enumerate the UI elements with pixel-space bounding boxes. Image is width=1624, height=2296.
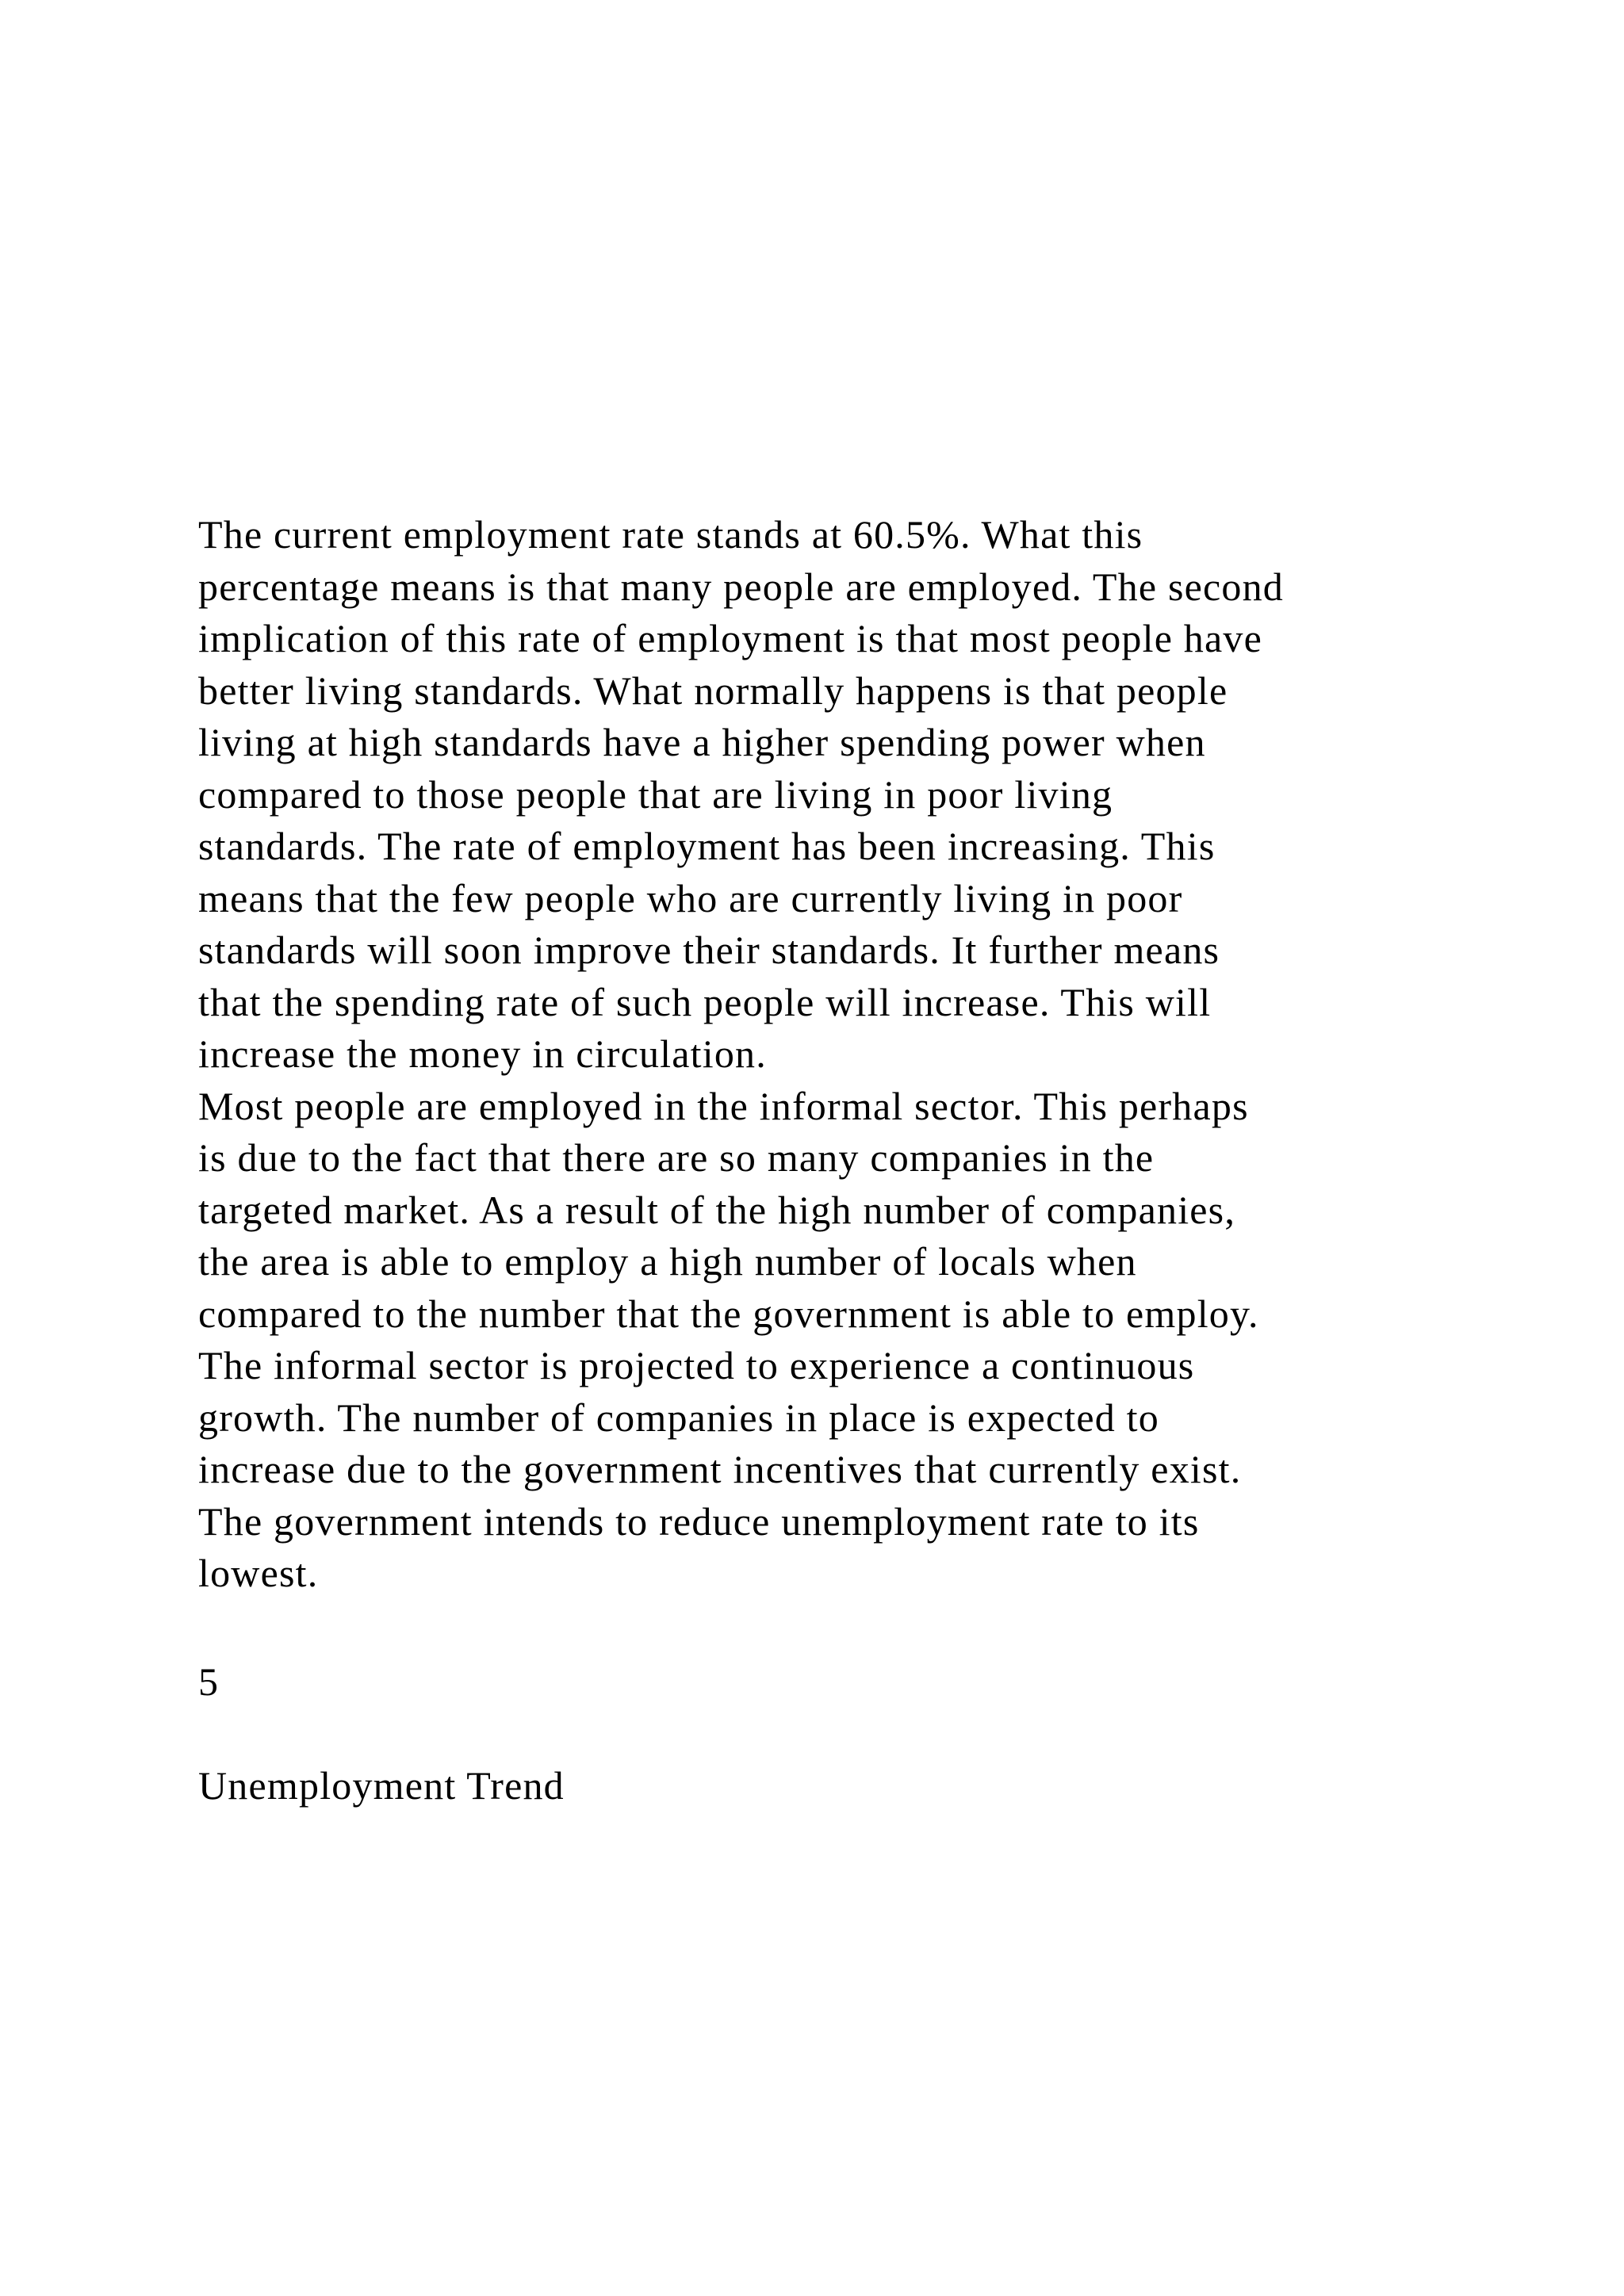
text-line: compared to those people that are living in poor living (198, 771, 1113, 817)
text-line: better living standards. What normally happens is that people (198, 668, 1228, 713)
text-line: that the spending rate of such people will increase. This will (198, 979, 1212, 1024)
text-line: percentage means is that many people are employed. The second (198, 564, 1285, 609)
text-line: Most people are employed in the informal sector. This perhaps (198, 1083, 1249, 1128)
text-line: increase due to the government incentives that currently exist. (198, 1447, 1242, 1491)
text-line: lowest. (198, 1551, 319, 1595)
text-line: increase the money in circulation. (198, 1031, 767, 1076)
text-line: the area is able to employ a high number of locals when (198, 1239, 1137, 1284)
text-line: living at high standards have a higher spending power when (198, 720, 1206, 764)
text-line: targeted market. As a result of the high number of companies, (198, 1187, 1236, 1232)
text-line: compared to the number that the government is able to employ. (198, 1291, 1259, 1336)
text-line: means that the few people who are currently living in poor (198, 875, 1183, 920)
body-text (198, 509, 1546, 1600)
text-line: standards. The rate of employment has been increasing. This (198, 824, 1216, 868)
text-line: growth. The number of companies in place is expected to (198, 1395, 1159, 1440)
text-line: The government intends to reduce unemployment rate to its (198, 1498, 1200, 1544)
text-line: implication of this rate of employment is that most people have (198, 616, 1262, 660)
section-heading: Unemployment Trend (198, 1763, 565, 1808)
text-line: The current employment rate stands at 60.5%. What this (198, 512, 1143, 557)
text-line: standards will soon improve their standards. It further means (198, 928, 1220, 972)
text-line: is due to the fact that there are so many companies in the (198, 1135, 1155, 1180)
page-number: 5 (198, 1659, 220, 1704)
text-line: The informal sector is projected to experience a continuous (198, 1343, 1195, 1387)
